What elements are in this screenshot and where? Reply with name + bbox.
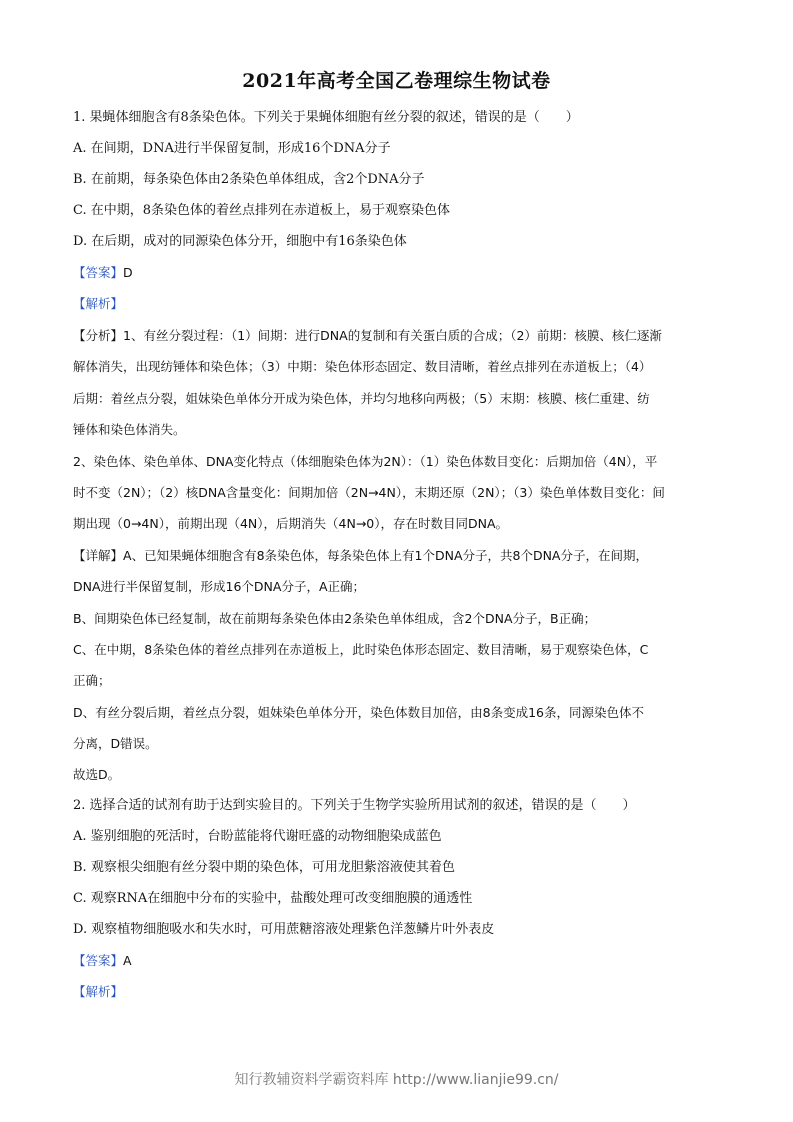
question-1-stem: 1. 果蝇体细胞含有8条染色体。下列关于果蝇体细胞有丝分裂的叙述，错误的是（ ） [73,110,579,125]
document-title: 2021年高考全国乙卷理综生物试卷 [242,70,551,92]
analysis-tag: 【解析】 [73,296,124,311]
question-1-detail-line: D、有丝分裂后期，着丝点分裂，姐妹染色单体分开，染色体数目加倍，由8条变成16条，同源染色体不 [73,705,644,720]
question-1-detail-line [73,547,723,565]
question-1-conclusion: 故选D。 [73,767,121,782]
question-2-stem: 2. 选择合适的试剂有助于达到实验目的。下列关于生物学实验所用试剂的叙述，错误的是（ ） [73,798,636,813]
question-2-option-d: D. 观察植物细胞吸水和失水时，可用蔗糖溶液处理紫色洋葱鳞片叶外表皮 [73,922,495,937]
question-2-analysis-heading [73,983,723,1001]
question-1-detail-line: C、在中期，8条染色体的着丝点排列在赤道板上，此时染色体形态固定、数目清晰，易于观察染色体，C [73,642,649,657]
question-1-detail-line: B、间期染色体已经复制，故在前期每条染色体由2条染色单体组成，含2个DNA分子，B正确； [73,611,597,626]
fenxi-text: 1、有丝分裂过程：（1）间期：进行DNA的复制和有关蛋白质的合成；（2）前期：核膜、核仁逐渐 [123,328,662,343]
question-1-fenxi-line: 期出现（0→4N），前期出现（4N），后期消失（4N→0），存在时数目同DNA。 [73,516,509,531]
answer-tag: 【答案】 [73,953,124,968]
question-2-option-b: B. 观察根尖细胞有丝分裂中期的染色体，可用龙胆紫溶液使其着色 [73,860,455,875]
question-1-fenxi-line: 时不变（2N）；（2）核DNA含量变化：间期加倍（2N→4N），末期还原（2N）；（3）染色单体数目变化：间 [73,485,665,500]
analysis-tag: 【解析】 [73,984,124,999]
question-1-detail-line: 正确； [73,673,111,688]
question-1-fenxi-line [73,327,723,345]
question-1-fenxi-line: 锤体和染色体消失。 [73,422,186,437]
question-2-option-c: C. 观察RNA在细胞中分布的实验中，盐酸处理可改变细胞膜的通透性 [73,891,473,906]
question-1-answer [73,264,723,282]
question-2-answer [73,952,723,970]
detail-text: A、已知果蝇体细胞含有8条染色体，每条染色体上有1个DNA分子，共8个DNA分子，在间期， [123,548,648,563]
question-1-option-d: D. 在后期，成对的同源染色体分开，细胞中有16条染色体 [73,234,407,249]
answer-value: A [123,953,132,968]
question-2-option-a: A. 鉴别细胞的死活时，台盼蓝能将代谢旺盛的动物细胞染成蓝色 [73,829,442,844]
xiangjie-tag: 【详解】 [73,548,124,563]
footer-watermark: 知行教辅资料学霸资料库 http://www.lianjie99.cn/ [234,1072,559,1088]
question-1-fenxi-line: 2、染色体、染色单体、DNA变化特点（体细胞染色体为2N）：（1）染色体数目变化：后期加倍（4N），平 [73,454,658,469]
question-1-option-a: A. 在间期，DNA进行半保留复制，形成16个DNA分子 [73,141,391,156]
question-1-analysis-heading [73,295,723,313]
fenxi-tag: 【分析】 [73,328,124,343]
question-1-detail-line: 分离，D错误。 [73,736,158,751]
question-1-option-c: C. 在中期，8条染色体的着丝点排列在赤道板上，易于观察染色体 [73,203,451,218]
question-1-fenxi-line: 解体消失，出现纺锤体和染色体；（3）中期：染色体形态固定、数目清晰，着丝点排列在赤道板上；（4） [73,359,652,374]
question-1-detail-line: DNA进行半保留复制，形成16个DNA分子，A正确； [73,579,366,594]
answer-value: D [123,265,133,280]
answer-tag: 【答案】 [73,265,124,280]
question-1-fenxi-line: 后期：着丝点分裂，姐妹染色单体分开成为染色体，并均匀地移向两极；（5）末期：核膜、核仁重建、纺 [73,391,650,406]
question-1-option-b: B. 在前期，每条染色体由2条染色单体组成，含2个DNA分子 [73,172,425,187]
